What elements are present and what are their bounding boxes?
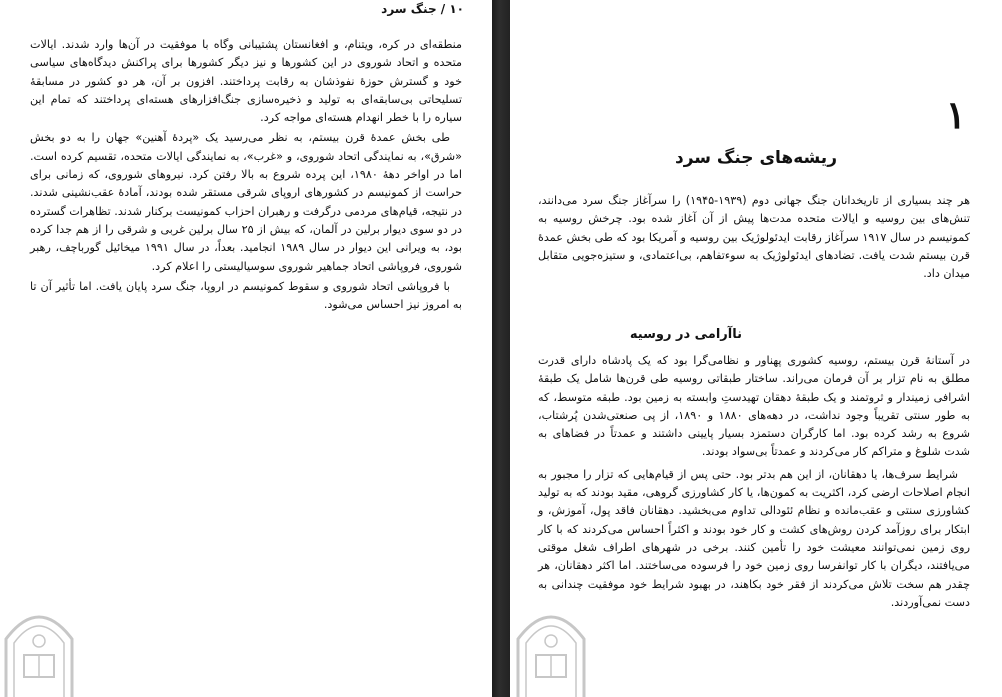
paragraph: در آستانهٔ قرن بیستم، روسیه کشوری پهناور و نظامی‌گرا بود که یک پادشاه دارای قدرت مطلق به نام تزار بر آن فرمان می‌راند. ساختار طبقاتی روسیه طی قرن‌ها شامل یک طبقهٔ اشرافی زمیندار و ثروتمند و یک طبقهٔ دهقان تهیدستِ وابسته به زمین بود. طبقه متوسط، که به طور سنتی تقریباً وجود نداشت، در دهه‌های ۱۸۸۰ و ۱۸۹۰، از پی صنعتی‌شدن پُرشتاب، شروع به رشد کرده بود. اما کارگران دستمزد بسیار پایینی داشتند و عمدتاً در فضاهای به شدت شلوغ و متراکم کار می‌کردند و عمدتاً بی‌سواد بودند. bbox=[538, 354, 971, 459]
chapter-number: ۱ bbox=[945, 92, 966, 137]
running-head: ۱۰ / جنگ سرد bbox=[381, 2, 464, 16]
left-page bbox=[0, 0, 492, 697]
chapter-title: ریشه‌های جنگ سرد bbox=[675, 148, 837, 168]
section-body bbox=[538, 352, 970, 612]
section-title: ناآرامی در روسیه bbox=[629, 327, 742, 342]
library-stamp-icon bbox=[0, 599, 78, 697]
paragraph: با فروپاشی اتحاد شوروی و سقوط کمونیسم در اروپا، جنگ سرد پایان یافت. اما تأثیر آن تا به امروز نیز احساس می‌شود. bbox=[30, 279, 462, 312]
book-gutter bbox=[492, 0, 510, 697]
right-page bbox=[510, 0, 1002, 697]
paragraph: منطقه‌ای در کره، ویتنام، و افغانستان پشتیبانی وگاه با موفقیت در آن‌ها وارد شدند. ایالات متحده و اتحاد شوروی در این کشورها و نیز دیگر کشورها برای پراکنش دیدگاه‌های سیاسی خود و گسترش حوزهٔ نفوذشان به رقابت پرداختند. افزون بر آن، هر دو کشور در مسابقهٔ تسلیحاتی بی‌سابقه‌ای به تولید و ذخیره‌سازی جنگ‌افزارهای هسته‌ای پرداختند که تمام این سیاره را با خطر انهدام هسته‌ای مواجه کرد. bbox=[30, 38, 462, 125]
chapter-intro: هر چند بسیاری از تاریخدانان جنگ جهانی دوم (۱۹۳۹-۱۹۴۵) را سرآغاز جنگ سرد می‌دانند، تنش‌های بین روسیه و ایالات متحده مدت‌ها پیش از آن آغاز شده بود. چرخش روسیه به کمونیسم در سال ۱۹۱۷ سرآغاز رقابت ایدئولوژیک بین روسیه و آمریکا بود که طی بخش عمدهٔ قرن بیستم شدت یافت. تضادهای ایدئولوژیک به سوءتفاهم، بی‌اعتمادی، و ستیزه‌جویی متقابل میدان داد. bbox=[538, 194, 970, 281]
paragraph: طی بخش عمدهٔ قرن بیستم، به نظر می‌رسید یک «پردهٔ آهنین» جهان را به دو بخش «شرق»، به نمایندگی اتحاد شوروی، و «غرب»، به نمایندگی ایالات متحده، تقسیم کرده است. اما در اواخر دههٔ ۱۹۸۰، این پرده شروع به بالا رفتن کرد. نیروهای شوروی، که زمانی برای حراست از کمونیسم در کشورهای اروپای شرقی مستقر شده بودند، آمادهٔ عقب‌نشینی شدند. در نتیجه، قیام‌های مردمی درگرفت و رهبران احزاب کمونیست برکنار شدند. تظاهرات گسترده در دو سوی دیوار برلین در آلمان، که بیش از ۲۵ سال برلین غربی و شرقی را از هم جدا کرده بود، به ویرانی این دیوار در سال ۱۹۸۹ انجامید. بعداً، در سال ۱۹۹۱ میخائیل گورباچف، رهبر شوروی، فروپاشی اتحاد جماهیر شوروی سوسیالیستی را اعلام کرد. bbox=[30, 131, 463, 273]
paragraph: شرایط سرف‌ها، یا دهقانان، از این هم بدتر بود. حتی پس از قیام‌هایی که تزار را مجبور به انجام اصلاحات ارضی کرد، اکثریت به کمون‌ها، یا کار کشاورزی گروهی، مقید بودند که به تولید کشاورزی سنتی و عقب‌مانده و نظام ئئودالی تداوم می‌بخشید. دهقانان فاقد پول، آموزش، و ابتکار برای روزآمد کردن روش‌های کشت و کار خود بودند و اکثراً احساس می‌کردند که با کار روی زمین نمی‌توانند معیشت خود را تأمین کنند. برخی در شهرهای اطراف شغل موقتی می‌یافتند، دیگران با کار توانفرسا روی زمین خود را فرسوده می‌ساختند. اما اکثر دهقانان، هر چقدر هم سخت تلاش می‌کردند از فقر خود بکاهند، در بهبود شرایط خود موفقیت چندانی به دست نمی‌آوردند. bbox=[538, 467, 970, 609]
library-stamp-icon bbox=[512, 599, 590, 697]
left-page-body bbox=[30, 36, 462, 314]
